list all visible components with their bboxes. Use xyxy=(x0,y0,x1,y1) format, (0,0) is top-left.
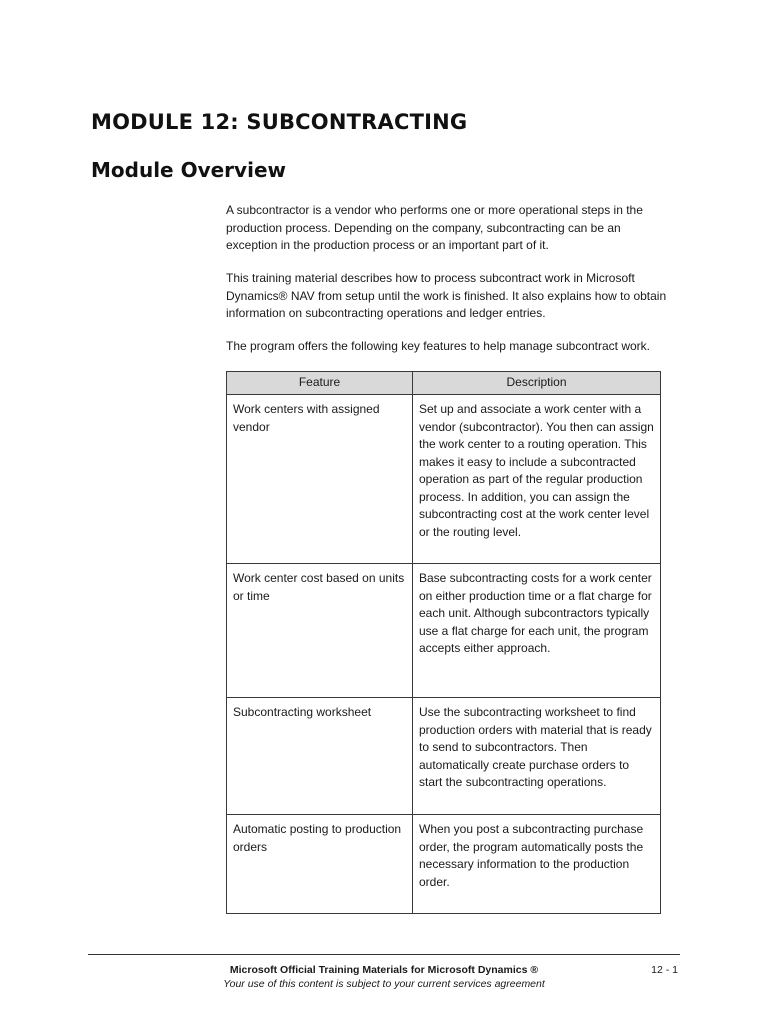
features-lead-paragraph: The program offers the following key features to help manage subcontract work. xyxy=(226,339,651,353)
intro-paragraph: A subcontractor is a vendor who performs one or more operational steps in the production process. Depending on the company, subcontracting can be an exception in the production process or an important part of it. xyxy=(226,203,643,252)
feature-cell: Automatic posting to production orders xyxy=(227,815,413,914)
feature-cell: Subcontracting worksheet xyxy=(227,698,413,815)
module-title: MODULE 12: SUBCONTRACTING xyxy=(91,110,468,134)
description-cell: When you post a subcontracting purchase order, the program automatically posts the necessary information to the production order. xyxy=(413,815,661,914)
description-paragraph: This training material describes how to process subcontract work in Microsoft Dynamics® NAV from setup until the work is finished. It also explains how to obtain information on subcontracting operations and ledger entries. xyxy=(226,271,667,320)
features-table xyxy=(226,371,661,914)
footer-title: Microsoft Official Training Materials for Microsoft Dynamics ® xyxy=(229,964,539,976)
feature-cell: Work center cost based on units or time xyxy=(227,564,413,698)
table-row xyxy=(227,564,661,698)
feature-column-header: Feature xyxy=(227,372,413,395)
page-number: 12 - 1 xyxy=(651,964,678,976)
table-row xyxy=(227,815,661,914)
description-column-header: Description xyxy=(413,372,661,395)
footer-notice: Your use of this content is subject to your current services agreement xyxy=(223,978,545,990)
description-cell: Set up and associate a work center with a vendor (subcontractor). You then can assign the work center to a routing operation. This makes it easy to include a subcontracted operation as part of the regular production process. In addition, you can assign the subcontracting cost at the work center level or the routing level. xyxy=(413,395,661,564)
description-cell: Use the subcontracting worksheet to find production orders with material that is ready to send to subcontractors. Then automatically create purchase orders to start the subcontracting operations. xyxy=(413,698,661,815)
table-row xyxy=(227,395,661,564)
table-row xyxy=(227,698,661,815)
footer-divider xyxy=(88,954,680,955)
feature-cell: Work centers with assigned vendor xyxy=(227,395,413,564)
description-cell: Base subcontracting costs for a work center on either production time or a flat charge for each unit. Although subcontractors typically use a flat charge for each unit, the program accepts either approach. xyxy=(413,564,661,698)
table-header-row xyxy=(227,372,661,395)
section-title: Module Overview xyxy=(91,158,286,182)
